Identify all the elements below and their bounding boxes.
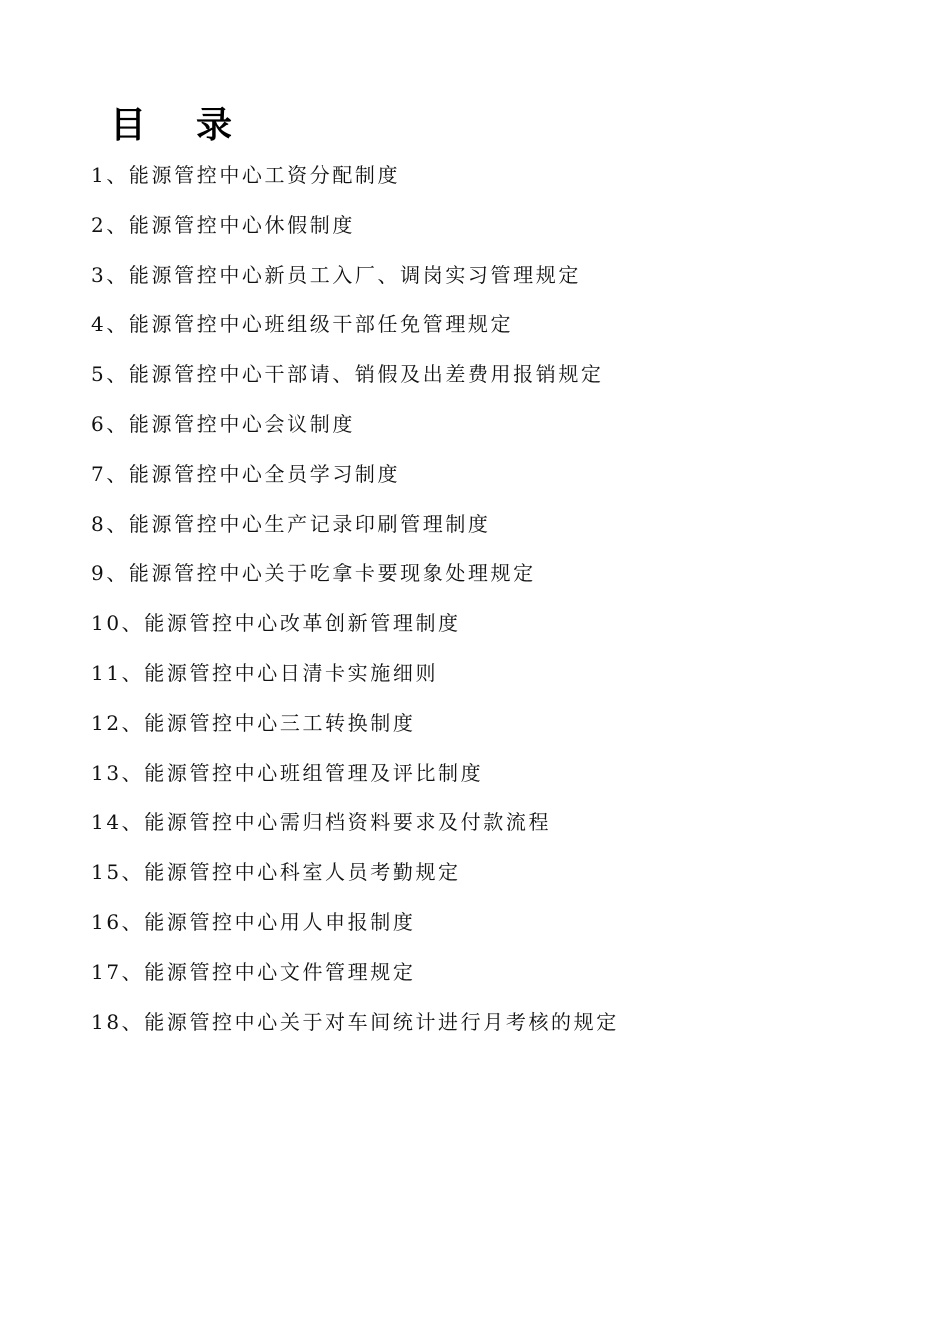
toc-item: 10、能源管控中心改革创新管理制度 (91, 611, 461, 636)
toc-title: 目录 (110, 105, 283, 146)
toc-item: 4、能源管控中心班组级干部任免管理规定 (91, 312, 514, 337)
toc-item: 13、能源管控中心班组管理及评比制度 (91, 760, 484, 785)
toc-item: 8、能源管控中心生产记录印刷管理制度 (91, 511, 491, 536)
toc-item: 2、能源管控中心休假制度 (91, 212, 355, 237)
toc-item: 16、能源管控中心用人申报制度 (91, 909, 416, 934)
toc-item: 5、能源管控中心干部请、销假及出差费用报销规定 (91, 362, 604, 387)
toc-item: 11、能源管控中心日清卡实施细则 (91, 660, 439, 685)
toc-item: 18、能源管控中心关于对车间统计进行月考核的规定 (91, 1009, 619, 1034)
toc-item: 9、能源管控中心关于吃拿卡要现象处理规定 (91, 561, 536, 586)
toc-item: 3、能源管控中心新员工入厂、调岗实习管理规定 (91, 262, 581, 287)
toc-list (91, 158, 619, 1054)
toc-item: 17、能源管控中心文件管理规定 (91, 959, 416, 984)
toc-item: 14、能源管控中心需归档资料要求及付款流程 (91, 810, 552, 835)
toc-item: 7、能源管控中心全员学习制度 (91, 461, 401, 486)
toc-item: 1、能源管控中心工资分配制度 (91, 163, 401, 187)
toc-item: 6、能源管控中心会议制度 (91, 411, 355, 436)
toc-item: 15、能源管控中心科室人员考勤规定 (91, 860, 461, 885)
toc-item: 12、能源管控中心三工转换制度 (91, 710, 416, 735)
